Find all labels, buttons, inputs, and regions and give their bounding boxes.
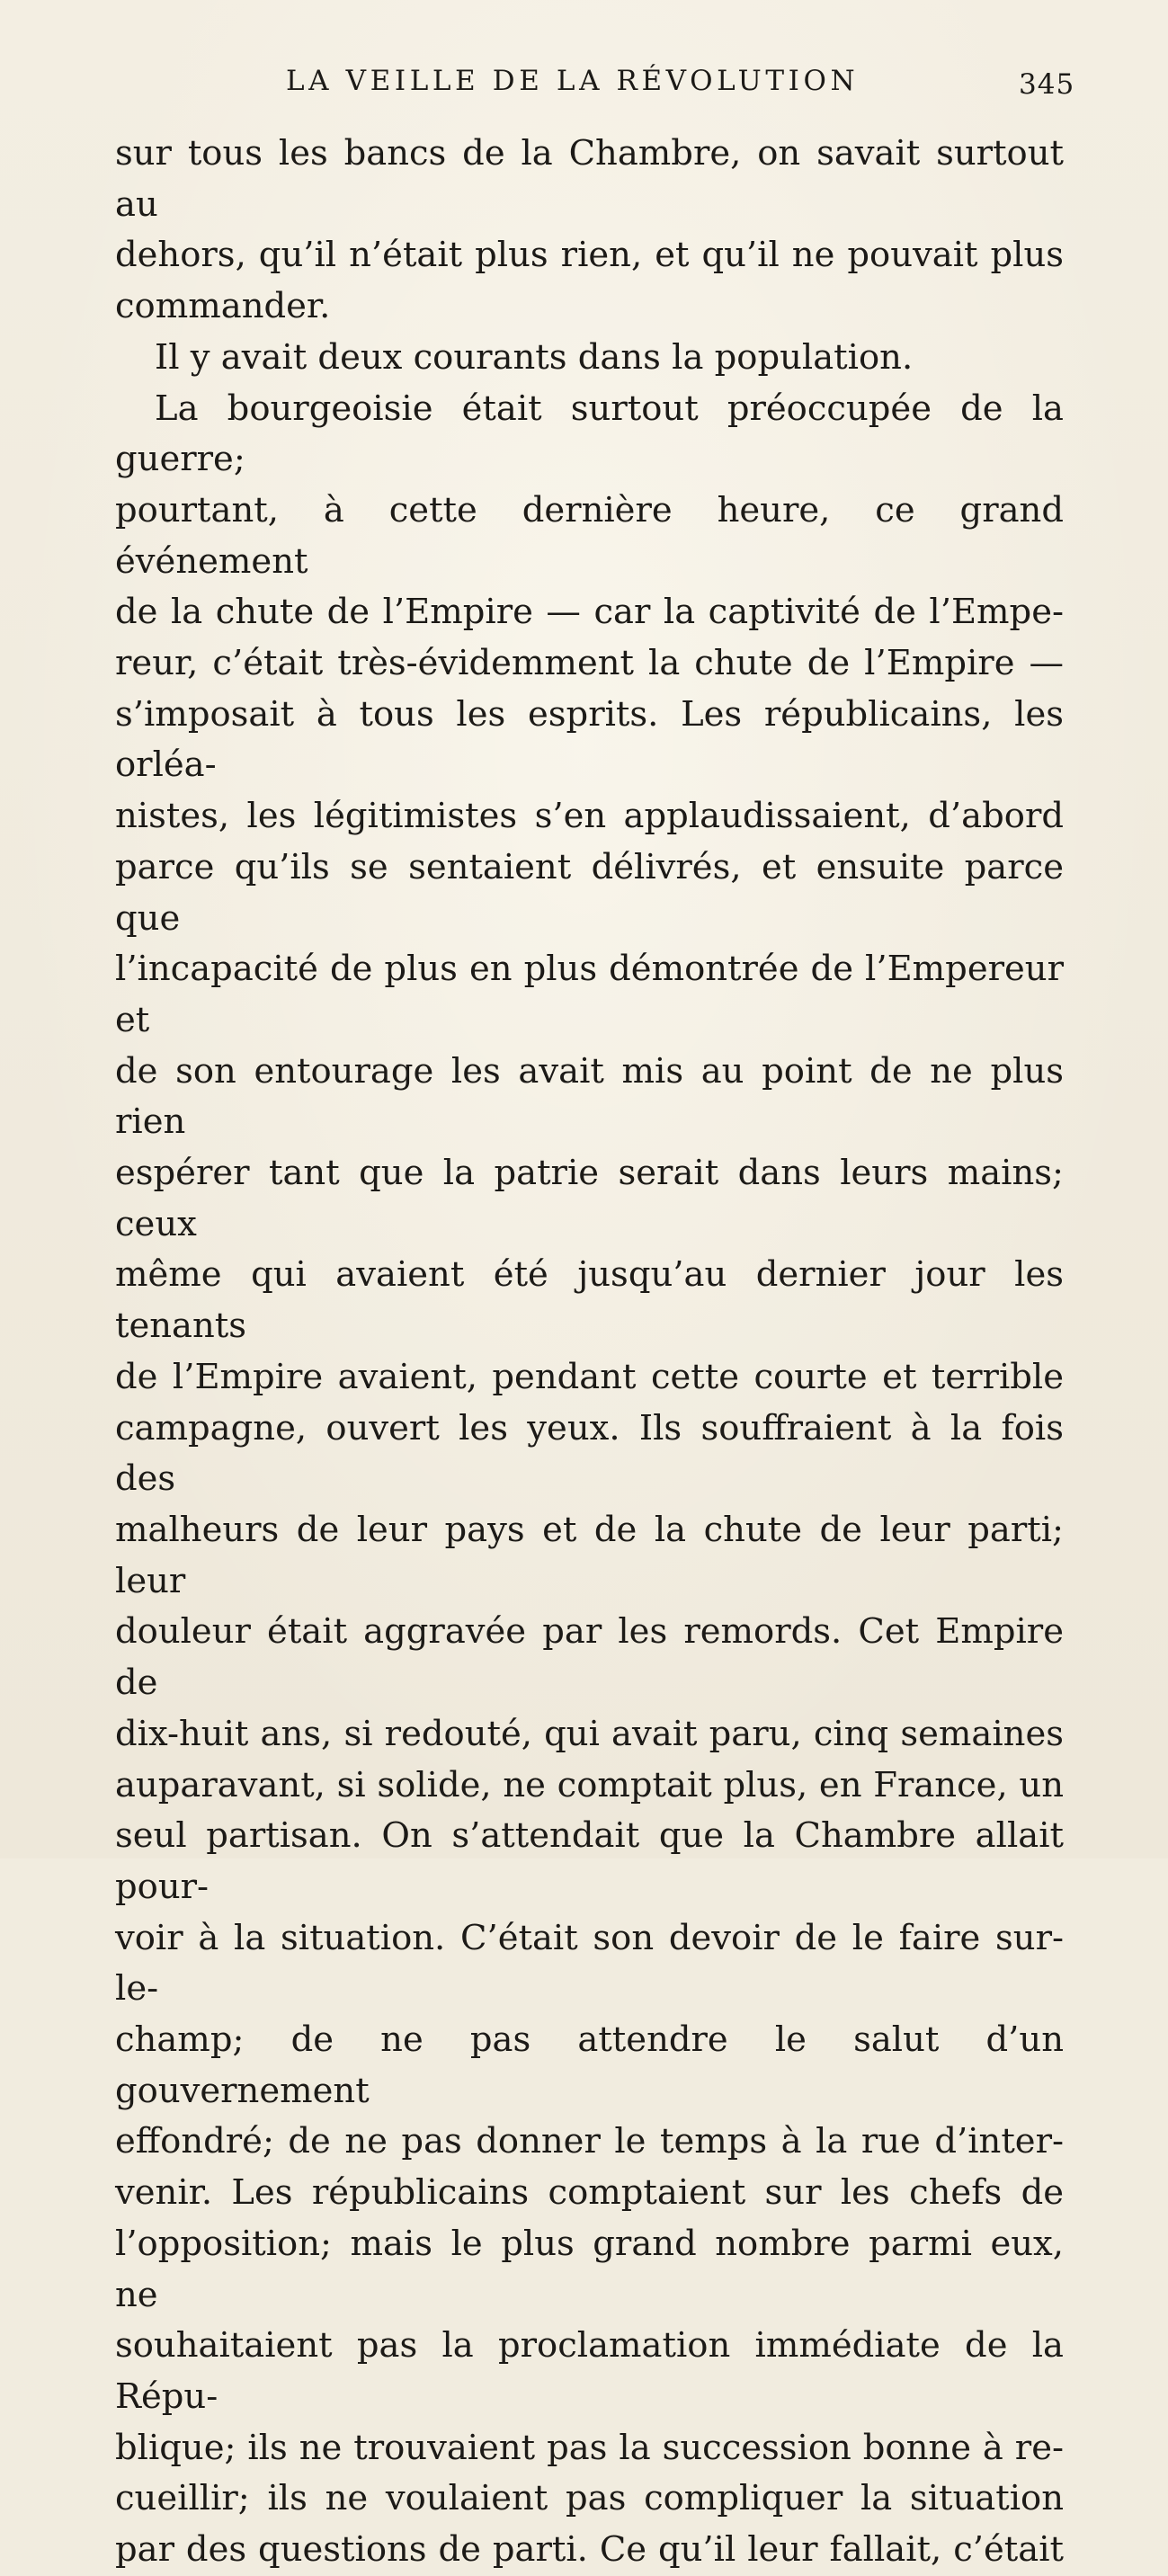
text-line: champ; de ne pas attendre le salut d’un gouvernement bbox=[115, 2019, 1064, 2111]
text-line: dehors, qu’il n’était plus rien, et qu’il ne pouvait plus bbox=[115, 235, 1064, 276]
text-line: seul partisan. On s’attendait que la Chambre allait pour- bbox=[115, 1815, 1064, 1907]
text-line: blique; ils ne trouvaient pas la succession bonne à re- bbox=[115, 2427, 1064, 2468]
text-line: Il y avait deux courants dans la population. bbox=[155, 336, 914, 378]
text-line: malheurs de leur pays et de la chute de leur parti; leur bbox=[115, 1509, 1064, 1601]
text-line: pourtant, à cette dernière heure, ce grand événement bbox=[115, 489, 1064, 582]
text-line: auparavant, si solide, ne comptait plus, en France, un bbox=[115, 1764, 1064, 1805]
text-line: espérer tant que la patrie serait dans leurs mains; ceux bbox=[115, 1153, 1064, 1244]
text-line: douleur était aggravée par les remords. Cet Empire de bbox=[115, 1611, 1064, 1704]
text-line: cueillir; ils ne voulaient pas compliquer la situation bbox=[115, 2478, 1064, 2519]
text-line: venir. Les républicains comptaient sur les chefs de bbox=[115, 2172, 1064, 2214]
text-line: même qui avaient été jusqu’au dernier jour les tenants bbox=[115, 1254, 1064, 1347]
page-number: 345 bbox=[1019, 68, 1075, 101]
text-line: reur, c’était très-évidemment la chute de l’Empire — bbox=[115, 643, 1064, 684]
text-line: commander. bbox=[115, 286, 331, 327]
text-line: l’incapacité de plus en plus démontrée de l’Empereur et bbox=[115, 949, 1064, 1040]
text-line: effondré; de ne pas donner le temps à la rue d’inter- bbox=[115, 2121, 1064, 2162]
text-line: nistes, les légitimistes s’en applaudissaient, d’abord bbox=[115, 796, 1064, 837]
text-line: dix-huit ans, si redouté, qui avait paru, cinq semaines bbox=[115, 1713, 1064, 1754]
running-head bbox=[0, 56, 1168, 110]
text-line: de son entourage les avait mis au point de ne plus rien bbox=[115, 1050, 1064, 1143]
text-line: de la chute de l’Empire — car la captivité de l’Empe- bbox=[115, 592, 1064, 633]
text-line: parce qu’ils se sentaient délivrés, et ensuite parce que bbox=[115, 846, 1064, 939]
text-line: souhaitaient pas la proclamation immédiate de la Répu- bbox=[115, 2325, 1064, 2417]
text-line: l’opposition; mais le plus grand nombre parmi eux, ne bbox=[115, 2223, 1064, 2315]
text-line: s’imposait à tous les esprits. Les républicains, les orléa- bbox=[115, 693, 1064, 786]
text-line: voir à la situation. C’était son devoir de le faire sur-le- bbox=[115, 1917, 1064, 2010]
text-line: de l’Empire avaient, pendant cette courte et terrible bbox=[115, 1356, 1064, 1397]
body-text bbox=[115, 129, 1064, 2576]
text-line: par des questions de parti. Ce qu’il leur fallait, c’était bbox=[115, 2529, 1064, 2571]
text-line: campagne, ouvert les yeux. Ils souffraient à la fois des bbox=[115, 1407, 1064, 1500]
running-title: LA VEILLE DE LA RÉVOLUTION bbox=[286, 65, 860, 97]
text-line: sur tous les bancs de la Chambre, on savait surtout au bbox=[115, 133, 1064, 225]
text-line: La bourgeoisie était surtout préoccupée de la guerre; bbox=[115, 388, 1064, 480]
